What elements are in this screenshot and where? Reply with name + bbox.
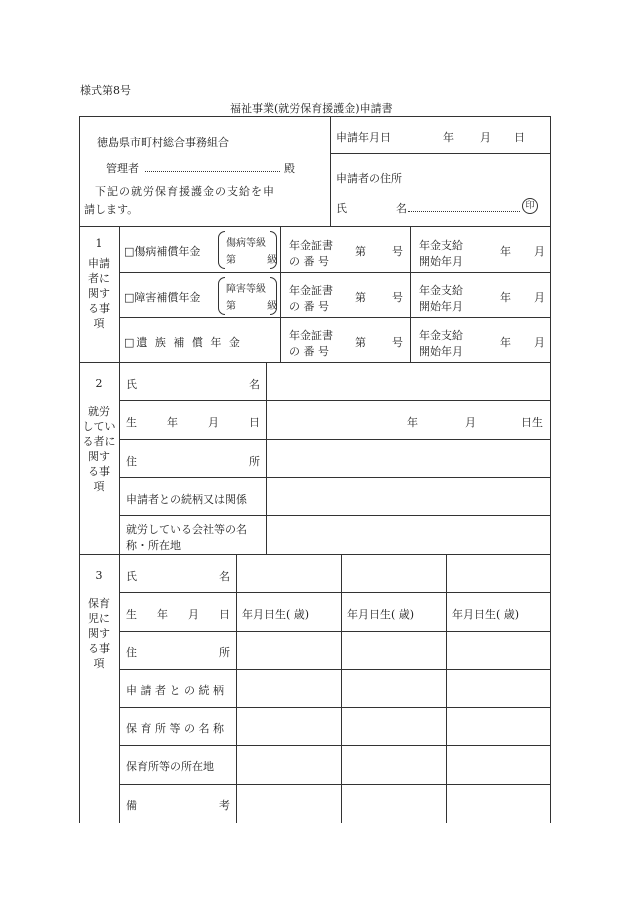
header-bottom	[79, 226, 551, 227]
date-year: 年	[443, 131, 454, 144]
honorific: 殿	[284, 162, 295, 175]
cert-dai: 第	[355, 245, 366, 258]
s3-col-line	[446, 554, 447, 823]
s2-birth-year: 年	[407, 416, 418, 429]
s1-col-line	[280, 226, 281, 362]
s3-name-mei: 名	[219, 570, 230, 583]
s1-col-line	[410, 226, 411, 362]
s3-row-line	[119, 745, 551, 746]
s3-birth-label: 生	[126, 608, 137, 621]
checkbox-shogai[interactable]: □障害補償年金	[124, 291, 201, 304]
s2-company-label: 称・所在地	[126, 539, 181, 552]
s3-address-label: 所	[219, 646, 230, 659]
s3-row-line	[119, 669, 551, 670]
checkbox-shobyo[interactable]: □傷病補償年金	[124, 245, 201, 258]
cert-label: の 番 号	[289, 300, 329, 313]
cert-label: 年金証書	[289, 239, 333, 252]
seal-icon: 印	[522, 198, 538, 214]
pay-year: 年	[500, 291, 511, 304]
s1-row-line	[119, 272, 551, 273]
s3-remarks-label: 考	[219, 799, 230, 812]
date-month: 月	[480, 131, 491, 144]
s3-remarks-label: 備	[126, 799, 137, 812]
s3-row-line	[119, 592, 551, 593]
paren-right	[270, 231, 277, 269]
s2-row-line	[119, 515, 551, 516]
s3-birth-value: 年月日生( 歳)	[347, 608, 415, 621]
s3-row-line	[119, 784, 551, 785]
s2-name-mei: 名	[249, 378, 260, 391]
s2-row-line	[119, 400, 551, 401]
s3-facility-name-label: 保 育 所 等 の 名 称	[126, 722, 224, 735]
s2-row-line	[119, 477, 551, 478]
pay-month: 月	[534, 336, 545, 349]
date-day: 日	[514, 131, 525, 144]
s2-address-label: 住	[126, 455, 137, 468]
s2-birth-label: 日	[249, 416, 260, 429]
pay-label: 年金支給	[419, 239, 463, 252]
s2-title: 就労 してい る者に 関す る事 項	[82, 405, 116, 493]
checkbox-izoku[interactable]: □遺 族 補 償 年 金	[124, 336, 242, 349]
s3-birth-label: 年	[157, 608, 168, 621]
pay-year: 年	[500, 245, 511, 258]
s3-birth-value: 年月日生( 歳)	[452, 608, 520, 621]
grade-label: 障害等級	[226, 284, 266, 295]
cert-label: 年金証書	[289, 329, 333, 342]
pay-label: 開始年月	[419, 255, 463, 268]
pay-label: 年金支給	[419, 329, 463, 342]
s3-col-line	[341, 554, 342, 823]
date-label: 申請年月日	[336, 131, 391, 144]
s3-col-line	[236, 554, 237, 823]
grade-number: 第 級	[226, 301, 292, 312]
s1-row-line	[119, 317, 551, 318]
border-left	[79, 116, 80, 823]
s2-row-line	[119, 439, 551, 440]
pay-label: 開始年月	[419, 300, 463, 313]
pay-month: 月	[534, 245, 545, 258]
form-title: 福祉事業(就労保育援護金)申請書	[230, 102, 393, 115]
s3-facility-address-label: 保育所等の所在地	[126, 760, 214, 773]
pay-label: 年金支給	[419, 284, 463, 297]
cert-go: 号	[392, 291, 403, 304]
manager-name-field[interactable]	[145, 171, 280, 172]
cert-label: の 番 号	[289, 345, 329, 358]
s3-relation-label: 申 請 者 と の 続 柄	[126, 684, 224, 697]
paren-left	[218, 231, 225, 269]
s3-row-line	[119, 707, 551, 708]
s2-company-label: 就労している会社等の名	[126, 523, 247, 536]
grade-label: 傷病等級	[226, 238, 266, 249]
paren-right	[270, 277, 277, 315]
request-text-line1: 下記の就労保育援護金の支給を申	[95, 185, 275, 198]
s1-title: 申請 者に 関す る事 項	[88, 257, 110, 330]
border-top	[79, 116, 551, 117]
border-right	[550, 116, 551, 823]
s3-row-line	[119, 631, 551, 632]
s2-birth-label: 年	[167, 416, 178, 429]
cert-dai: 第	[355, 336, 366, 349]
s1-bottom	[79, 362, 551, 363]
applicant-name-shi: 氏	[336, 202, 347, 215]
pay-year: 年	[500, 336, 511, 349]
header-date-line	[330, 153, 551, 154]
cert-label: の 番 号	[289, 255, 329, 268]
pay-label: 開始年月	[419, 345, 463, 358]
applicant-name-field[interactable]	[408, 211, 520, 212]
s2-birth-month: 月	[465, 416, 476, 429]
addressee: 徳島県市町村総合事務組合	[97, 136, 229, 149]
s1-number: 1	[95, 237, 103, 250]
s3-birth-label: 月	[188, 608, 199, 621]
s2-birth-label: 月	[208, 416, 219, 429]
s3-birth-label: 日	[219, 608, 230, 621]
s3-birth-value: 年月日生( 歳)	[242, 608, 310, 621]
header-divider	[330, 116, 331, 226]
s2-bottom	[79, 554, 551, 555]
s3-title: 保育 児に 関す る事 項	[88, 597, 110, 670]
cert-go: 号	[392, 245, 403, 258]
s2-birth-label: 生	[126, 416, 137, 429]
pay-month: 月	[534, 291, 545, 304]
cert-go: 号	[392, 336, 403, 349]
s2-relation-label: 申請者との続柄又は関係	[126, 493, 247, 506]
s2-number: 2	[95, 377, 103, 390]
manager-label: 管理者	[106, 162, 139, 175]
s2-birth-day: 日生	[521, 416, 543, 429]
request-text-line2: 請します。	[84, 203, 139, 216]
s3-number: 3	[95, 569, 103, 582]
s2-address-label: 所	[249, 455, 260, 468]
paren-left	[218, 277, 225, 315]
s3-name-shi: 氏	[126, 570, 137, 583]
s3-address-label: 住	[126, 646, 137, 659]
s2-name-shi: 氏	[126, 378, 137, 391]
s2-col-line	[266, 362, 267, 554]
grade-number: 第 級	[226, 255, 292, 266]
applicant-name-mei: 名	[396, 202, 407, 215]
address-label: 申請者の住所	[336, 172, 402, 185]
cert-label: 年金証書	[289, 284, 333, 297]
section-label-column	[119, 226, 120, 823]
form-number: 様式第8号	[80, 84, 131, 97]
cert-dai: 第	[355, 291, 366, 304]
